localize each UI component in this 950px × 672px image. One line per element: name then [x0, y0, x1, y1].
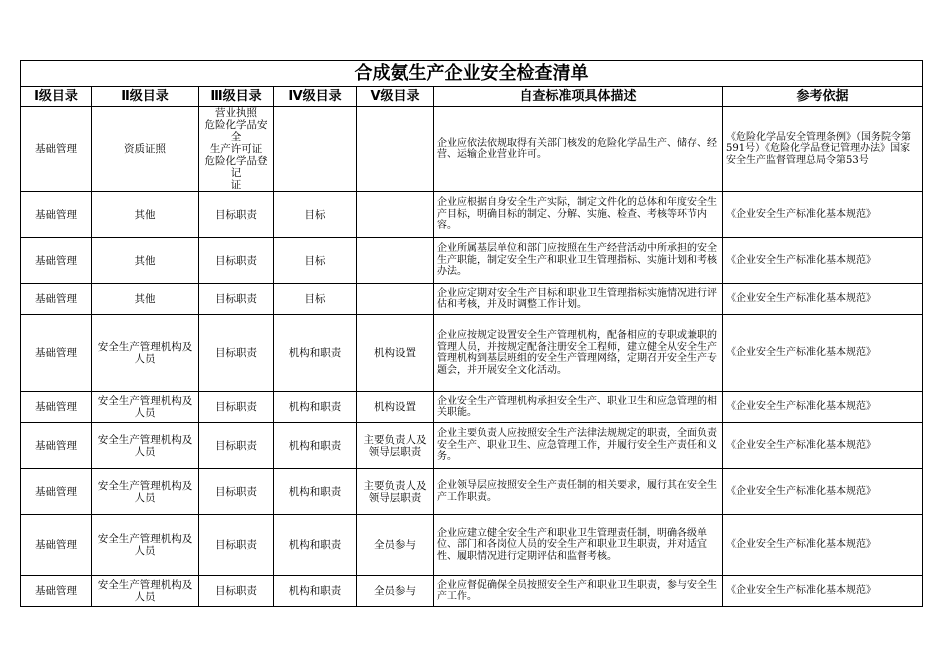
level-4-cell: 目标	[274, 238, 357, 284]
table-row	[21, 423, 923, 469]
header-level-2: Ⅱ级目录	[92, 87, 199, 107]
description-cell: 企业应定期对安全生产目标和职业卫生管理指标实施情况进行评估和考核，并及时调整工作计划。	[434, 284, 723, 315]
level-2-cell: 安全生产管理机构及人员	[92, 576, 199, 607]
table-row	[21, 469, 923, 515]
reference-cell: 《企业安全生产标准化基本规范》	[723, 469, 923, 515]
reference-cell: 《企业安全生产标准化基本规范》	[723, 192, 923, 238]
header-level-4: Ⅳ级目录	[274, 87, 357, 107]
level-1-cell: 基础管理	[21, 107, 92, 192]
table-row	[21, 238, 923, 284]
table-row	[21, 576, 923, 607]
level-3-cell: 目标职责	[199, 423, 274, 469]
level-3-cell: 目标职责	[199, 315, 274, 392]
level-3-cell: 目标职责	[199, 469, 274, 515]
level-3-cell: 目标职责	[199, 576, 274, 607]
reference-cell: 《危险化学品安全管理条例》（国务院令第591号）《危险化学品登记管理办法》国家安全生产监督管理总局令第53号	[723, 107, 923, 192]
description-cell: 企业主要负责人应按照安全生产法律法规规定的职责，全面负责安全生产、职业卫生、应急管理工作，并履行安全生产责任和义务。	[434, 423, 723, 469]
level-2-cell: 安全生产管理机构及人员	[92, 469, 199, 515]
level-2-cell: 安全生产管理机构及人员	[92, 515, 199, 576]
level-2-cell: 安全生产管理机构及人员	[92, 315, 199, 392]
header-level-1: Ⅰ级目录	[21, 87, 92, 107]
description-cell: 企业应根据自身安全生产实际，制定文件化的总体和年度安全生产目标，明确目标的制定、分解、实施、检查、考核等环节内容。	[434, 192, 723, 238]
description-cell: 企业应按规定设置安全生产管理机构，配备相应的专职或兼职的管理人员，并按规定配备注册安全工程师，建立健全从安全生产管理机构到基层班组的安全生产管理网络，定期召开安全生产专题会，并开展安全文化活动。	[434, 315, 723, 392]
reference-cell: 《企业安全生产标准化基本规范》	[723, 515, 923, 576]
level-2-cell: 其他	[92, 192, 199, 238]
description-cell: 企业应依法依规取得有关部门核发的危险化学品生产、储存、经营、运输企业营业许可。	[434, 107, 723, 192]
level-1-cell: 基础管理	[21, 315, 92, 392]
title-row	[21, 61, 923, 87]
level-4-cell: 机构和职责	[274, 423, 357, 469]
level-1-cell: 基础管理	[21, 515, 92, 576]
level-2-cell: 资质证照	[92, 107, 199, 192]
sheet-title: 合成氨生产企业安全检查清单	[21, 61, 923, 87]
level-5-cell	[357, 284, 434, 315]
level-3-cell: 目标职责	[199, 515, 274, 576]
level-1-cell: 基础管理	[21, 469, 92, 515]
checklist-table	[20, 60, 923, 607]
reference-cell: 《企业安全生产标准化基本规范》	[723, 392, 923, 423]
header-level-5: Ⅴ级目录	[357, 87, 434, 107]
description-cell: 企业应督促确保全员按照安全生产和职业卫生职责，参与安全生产工作。	[434, 576, 723, 607]
description-cell: 企业所属基层单位和部门应按照在生产经营活动中所承担的安全生产职能，制定安全生产和职业卫生管理指标、实施计划和考核办法。	[434, 238, 723, 284]
header-description: 自查标准项具体描述	[434, 87, 723, 107]
level-4-cell	[274, 107, 357, 192]
license-line: 危险化学品登记	[204, 155, 268, 179]
level-3-cell: 目标职责	[199, 238, 274, 284]
level-5-cell: 全员参与	[357, 515, 434, 576]
level-1-cell: 基础管理	[21, 192, 92, 238]
level-4-cell: 机构和职责	[274, 576, 357, 607]
level-1-cell: 基础管理	[21, 284, 92, 315]
license-line: 危险化学品安全	[204, 119, 268, 143]
level-5-cell: 机构设置	[357, 392, 434, 423]
level-3-cell: 目标职责	[199, 284, 274, 315]
level-4-cell: 机构和职责	[274, 515, 357, 576]
reference-cell: 《企业安全生产标准化基本规范》	[723, 284, 923, 315]
level-3-cell	[199, 107, 274, 192]
level-2-cell: 其他	[92, 238, 199, 284]
table-row	[21, 392, 923, 423]
table-row	[21, 315, 923, 392]
level-4-cell: 机构和职责	[274, 469, 357, 515]
level-5-cell: 主要负责人及领导层职责	[357, 469, 434, 515]
level-5-cell	[357, 107, 434, 192]
level-2-cell: 安全生产管理机构及人员	[92, 392, 199, 423]
level-5-cell	[357, 192, 434, 238]
license-line: 证	[230, 179, 242, 191]
table-row	[21, 284, 923, 315]
level-5-cell	[357, 238, 434, 284]
level-4-cell: 机构和职责	[274, 315, 357, 392]
level-4-cell: 目标	[274, 284, 357, 315]
header-reference: 参考依据	[723, 87, 923, 107]
level-1-cell: 基础管理	[21, 423, 92, 469]
level-5-cell: 机构设置	[357, 315, 434, 392]
level-4-cell: 目标	[274, 192, 357, 238]
reference-cell: 《企业安全生产标准化基本规范》	[723, 576, 923, 607]
table-row	[21, 107, 923, 192]
level-2-cell: 安全生产管理机构及人员	[92, 423, 199, 469]
description-cell: 企业领导层应按照安全生产责任制的相关要求，履行其在安全生产工作职责。	[434, 469, 723, 515]
reference-cell: 《企业安全生产标准化基本规范》	[723, 423, 923, 469]
header-level-3: Ⅲ级目录	[199, 87, 274, 107]
description-cell: 企业应建立健全安全生产和职业卫生管理责任制，明确各级单位、部门和各岗位人员的安全生产和职业卫生职责，并对适宜性、履职情况进行定期评估和监督考核。	[434, 515, 723, 576]
level-1-cell: 基础管理	[21, 392, 92, 423]
level-3-cell: 目标职责	[199, 392, 274, 423]
level-1-cell: 基础管理	[21, 238, 92, 284]
level-5-cell: 主要负责人及领导层职责	[357, 423, 434, 469]
license-line: 生产许可证	[209, 143, 263, 155]
reference-cell: 《企业安全生产标准化基本规范》	[723, 315, 923, 392]
level-5-cell: 全员参与	[357, 576, 434, 607]
description-cell: 企业安全生产管理机构承担安全生产、职业卫生和应急管理的相关职能。	[434, 392, 723, 423]
level-3-cell: 目标职责	[199, 192, 274, 238]
header-row	[21, 87, 923, 107]
level-1-cell: 基础管理	[21, 576, 92, 607]
license-line: 营业执照	[215, 107, 257, 119]
table-row	[21, 192, 923, 238]
table-row	[21, 515, 923, 576]
level-4-cell: 机构和职责	[274, 392, 357, 423]
reference-cell: 《企业安全生产标准化基本规范》	[723, 238, 923, 284]
level-2-cell: 其他	[92, 284, 199, 315]
checklist-sheet	[20, 60, 923, 607]
